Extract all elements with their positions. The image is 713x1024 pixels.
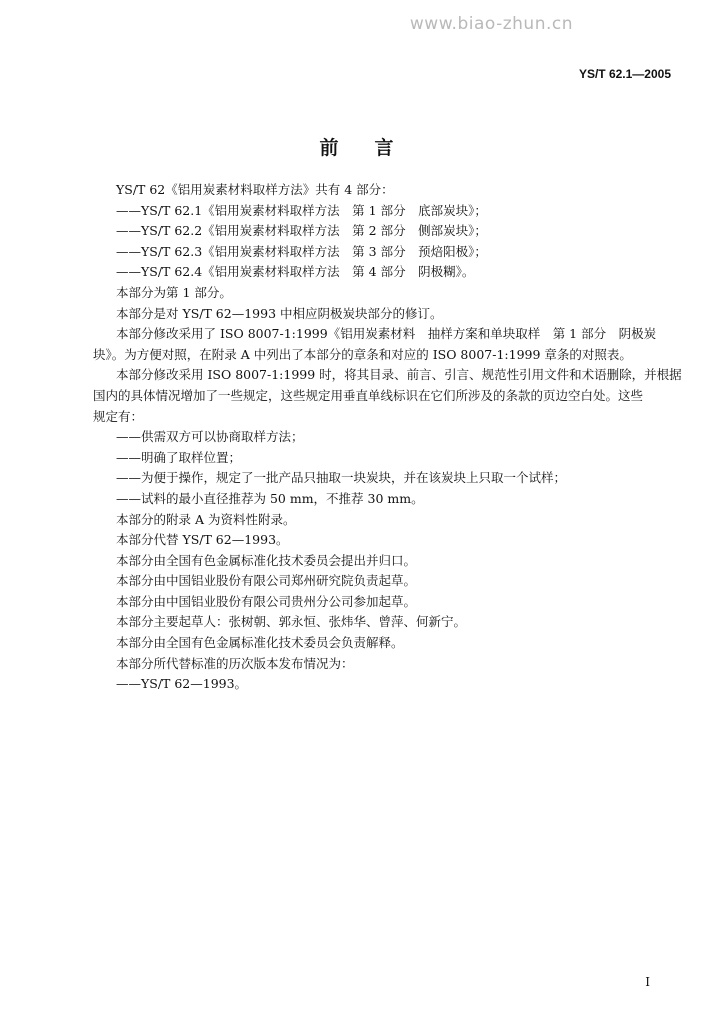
list-item: ——供需双方可以协商取样方法； xyxy=(116,429,304,445)
paragraph-line: 本部分所代替标准的历次版本发布情况为： xyxy=(116,655,354,671)
watermark: www.biao-zhun.cn xyxy=(409,14,573,34)
list-item: ——YS/T 62—1993。 xyxy=(116,676,248,692)
list-item: ——明确了取样位置； xyxy=(116,449,242,465)
paragraph-line: 本部分主要起草人：张树朝、郭永恒、张炜华、曾萍、何新宁。 xyxy=(116,614,467,630)
paragraph-line: 本部分修改采用 ISO 8007-1:1999 时，将其目录、前言、引言、规范性引用文件和术语删除，并根据 xyxy=(116,367,682,383)
paragraph-line: 本部分由中国铝业股份有限公司贵州分公司参加起草。 xyxy=(116,593,417,609)
paragraph-line: 本部分修改采用了 ISO 8007-1:1999《铝用炭素材料 抽样方案和单块取样 第 1 部分 阴极炭 xyxy=(116,326,657,342)
list-item: ——YS/T 62.1《铝用炭素材料取样方法 第 1 部分 底部炭块》； xyxy=(116,202,487,218)
paragraph-line: 国内的具体情况增加了一些规定，这些规定用垂直单线标识在它们所涉及的条款的页边空白处。这些 xyxy=(93,387,644,403)
list-item: ——YS/T 62.2《铝用炭素材料取样方法 第 2 部分 侧部炭块》； xyxy=(116,223,487,239)
list-item: ——试料的最小直径推荐为 50 mm，不推荐 30 mm。 xyxy=(116,490,424,506)
paragraph-line: 规定有： xyxy=(93,408,144,424)
paragraph-line: 本部分代替 YS/T 62—1993。 xyxy=(116,532,289,548)
page-number: I xyxy=(645,975,650,989)
paragraph-line: 块》。为方便对照，在附录 A 中列出了本部分的章条和对应的 ISO 8007-1:1999 章条的对照表。 xyxy=(93,346,632,362)
paragraph-line: 本部分由全国有色金属标准化技术委员会提出并归口。 xyxy=(116,552,417,568)
paragraph-line: 本部分是对 YS/T 62—1993 中相应阴极炭块部分的修订。 xyxy=(116,305,443,321)
list-item: ——YS/T 62.3《铝用炭素材料取样方法 第 3 部分 预焙阳极》； xyxy=(116,243,487,259)
page-title: 前言 xyxy=(319,137,430,159)
paragraph-line: 本部分为第 1 部分。 xyxy=(116,284,232,300)
paragraph-line: 本部分由全国有色金属标准化技术委员会负责解释。 xyxy=(116,635,404,651)
paragraph-line: 本部分的附录 A 为资料性附录。 xyxy=(116,511,296,527)
list-item: ——为便于操作，规定了一批产品只抽取一块炭块，并在该炭块上只取一个试样； xyxy=(116,470,567,486)
paragraph-line: YS/T 62《铝用炭素材料取样方法》共有 4 部分： xyxy=(116,182,394,197)
foreword-body xyxy=(93,180,682,695)
paragraph-line: 本部分由中国铝业股份有限公司郑州研究院负责起草。 xyxy=(116,573,417,589)
list-item: ——YS/T 62.4《铝用炭素材料取样方法 第 4 部分 阴极糊》。 xyxy=(116,264,475,280)
standard-code: YS/T 62.1—2005 xyxy=(578,67,671,81)
